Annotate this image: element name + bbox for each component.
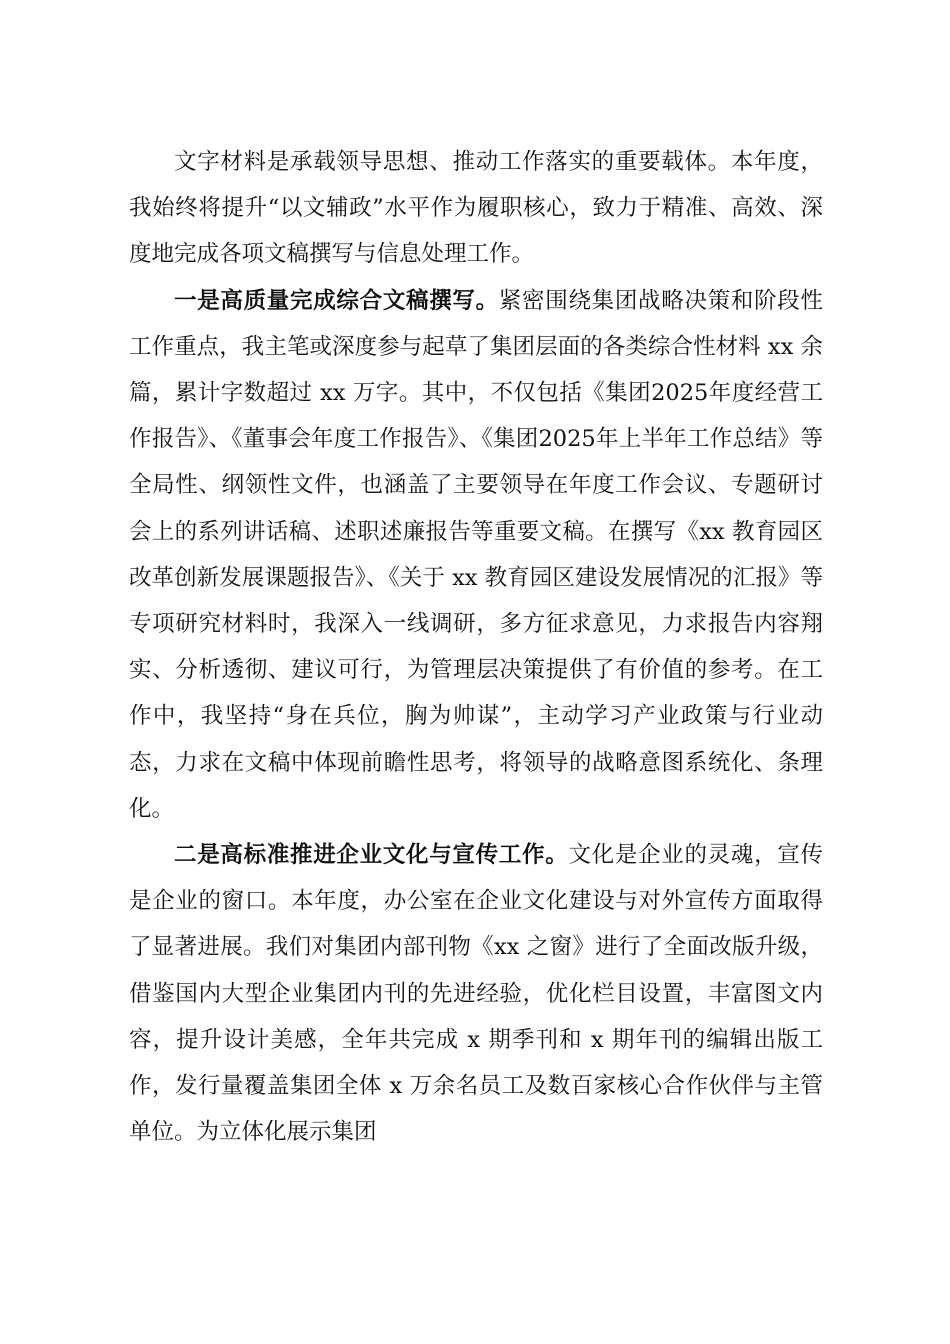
section-one-heading: 一是高质量完成综合文稿撰写。 xyxy=(174,287,499,314)
section-one-text: 紧密围绕集团战略决策和阶段性工作重点，我主笔或深度参与起草了集团层面的各类综合性材料 xx 余篇，累计字数超过 xx 万字。其中，不仅包括《集团2025年度经营工作报告》、《董事会年度工作报告》、《集团2025年上半年工作总结》等全局性、纲领性文件，也涵盖了主要领导在年度工作会议、专题研讨会上的系列讲话稿、述职述廉报告等重要文稿。在撰写《xx 教育园区改革创新发展课题报告》、《关于 xx 教育园区建设发展情况的汇报》等专项研究材料时，我深入一线调研，多方征求意见，力求报告内容翔实、分析透彻、建议可行，为管理层决策提供了有价值的参考。在工作中，我坚持“身在兵位，胸为帅谋”，主动学习产业政策与行业动态，力求在文稿中体现前瞻性思考，将领导的战略意图系统化、条理化。 xyxy=(129,287,823,822)
paragraph-intro-text: 文字材料是承载领导思想、推动工作落实的重要载体。本年度，我始终将提升“以文辅政”水平作为履职核心，致力于精准、高效、深度地完成各项文稿撰写与信息处理工作。 xyxy=(129,149,823,268)
section-two-text: 文化是企业的灵魂，宣传是企业的窗口。本年度，办公室在企业文化建设与对外宣传方面取得了显著进展。我们对集团内部刊物《xx 之窗》进行了全面改版升级，借鉴国内大型企业集团内刊的先进经验，优化栏目设置，丰富图文内容，提升设计美感，全年共完成 x 期季刊和 x 期年刊的编辑出版工作，发行量覆盖集团全体 x 万余名员工及数百家核心合作伙伴与主管单位。为立体化展示集团 xyxy=(129,842,823,1146)
paragraph-section-two xyxy=(129,832,823,1155)
paragraph-intro xyxy=(129,139,823,278)
paragraph-section-one xyxy=(129,278,823,832)
section-two-heading: 二是高标准推进企业文化与宣传工作。 xyxy=(174,842,569,869)
document-body xyxy=(129,139,823,1155)
